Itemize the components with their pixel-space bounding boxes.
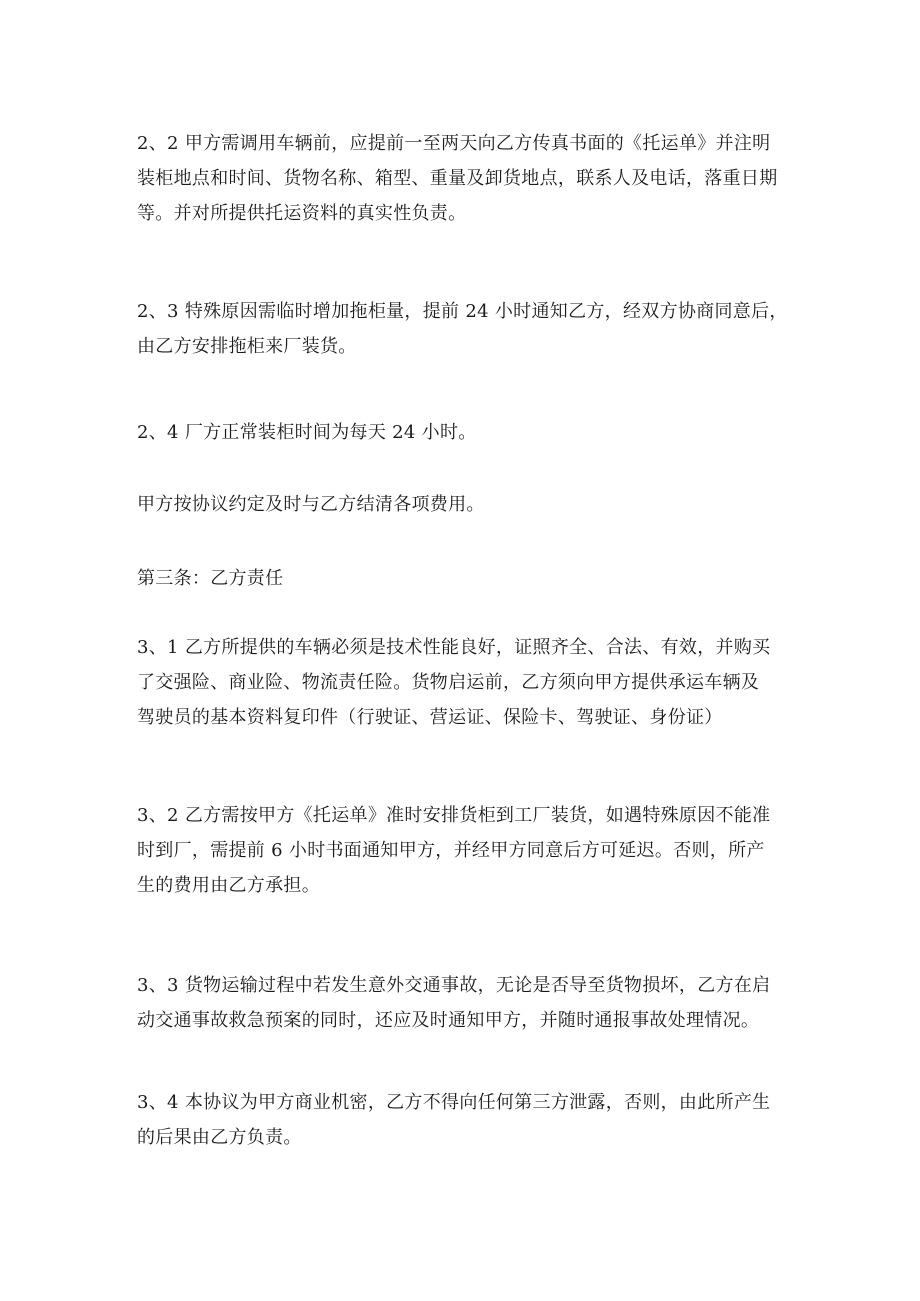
- text-line: 驾驶员的基本资料复印件（行驶证、营运证、保险卡、驾驶证、身份证）: [137, 707, 723, 728]
- text-line: 由乙方安排拖柜来厂装货。: [137, 336, 357, 357]
- clause-2-2: [137, 126, 797, 231]
- text-line: 甲方按协议约定及时与乙方结清各项费用。: [137, 494, 485, 515]
- text-line: 时到厂，需提前 6 小时书面通知甲方，并经甲方同意后方可延迟。否则，所产: [137, 840, 765, 861]
- clause-2-4: [137, 415, 797, 450]
- clause-3-4: [137, 1085, 797, 1155]
- text-line: 2、3 特殊原因需临时增加拖柜量，提前 24 小时通知乙方，经双方协商同意后，: [137, 301, 788, 322]
- clause-3-1: [137, 630, 797, 735]
- section-heading: 第三条：乙方责任: [137, 568, 284, 589]
- text-line: 装柜地点和时间、货物名称、箱型、重量及卸货地点，联系人及电话，落重日期: [137, 168, 778, 189]
- article-3-heading: [137, 561, 797, 596]
- text-line: 的后果由乙方负责。: [137, 1127, 302, 1148]
- text-line: 生的费用由乙方承担。: [137, 875, 320, 896]
- text-line: 3、3 货物运输过程中若发生意外交通事故，无论是否导至货物损坏，乙方在启: [137, 975, 771, 996]
- text-line: 3、4 本协议为甲方商业机密，乙方不得向任何第三方泄露，否则，由此所产生: [137, 1092, 771, 1113]
- text-line: 动交通事故救急预案的同时，还应及时通知甲方，并随时通报事故处理情况。: [137, 1010, 760, 1031]
- text-line: 2、4 厂方正常装柜时间为每天 24 小时。: [137, 422, 477, 443]
- payment-note: [137, 487, 797, 522]
- clause-3-3: [137, 968, 797, 1038]
- text-line: 了交强险、商业险、物流责任险。货物启运前，乙方须向甲方提供承运车辆及: [137, 672, 760, 693]
- clause-3-2: [137, 798, 797, 903]
- text-line: 等。并对所提供托运资料的真实性负责。: [137, 203, 467, 224]
- clause-2-3: [137, 294, 797, 364]
- text-line: 3、1 乙方所提供的车辆必须是技术性能良好，证照齐全、合法、有效，并购买: [137, 637, 771, 658]
- text-line: 2、2 甲方需调用车辆前，应提前一至两天向乙方传真书面的《托运单》并注明: [137, 133, 771, 154]
- text-line: 3、2 乙方需按甲方《托运单》准时安排货柜到工厂装货，如遇特殊原因不能准: [137, 805, 771, 826]
